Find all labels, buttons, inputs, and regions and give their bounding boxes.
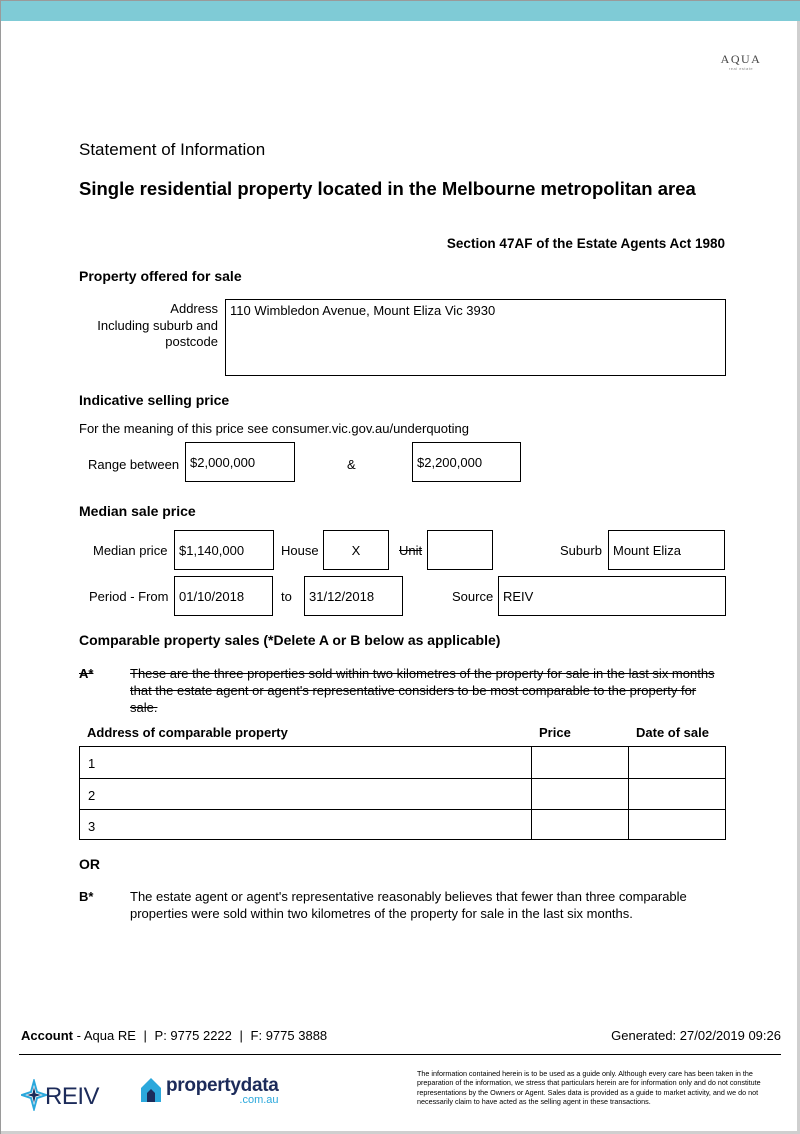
account-label: Account [21,1028,73,1043]
top-color-band [1,1,800,21]
reiv-logo [21,1069,99,1111]
propertydata-logo [138,1075,279,1105]
option-b-text: The estate agent or agent's representative reasonably believes that fewer than three comparable properties were sold within two kilometres of the property for sale in the last six months. [130,889,687,921]
house-label: House [281,543,319,558]
col-header-price: Price [539,725,571,740]
suburb-field[interactable] [608,530,725,570]
unit-label: Unit [399,543,423,558]
aqua-logo-sub: real estate [728,66,754,71]
address-label-line3: postcode [165,334,218,349]
propertydata-house-icon [138,1075,164,1105]
generated-timestamp: Generated: 27/02/2019 09:26 [611,1028,781,1043]
house-checkbox[interactable] [323,530,389,570]
footer-divider [19,1054,781,1055]
row-number: 1 [88,756,96,771]
underquoting-note: For the meaning of this price see consumer.vic.gov.au/underquoting [79,421,469,436]
col-header-date: Date of sale [636,725,709,740]
address-field[interactable] [225,299,726,376]
range-low-value: $2,000,000 [190,454,256,470]
option-a-marker: A* [79,666,94,681]
reiv-star-icon [21,1079,47,1111]
row-number: 2 [88,788,96,803]
period-from-value: 01/10/2018 [179,588,245,604]
suburb-label: Suburb [560,543,602,558]
source-value: REIV [503,588,534,604]
fax-number: F: 9775 3888 [250,1028,328,1043]
suburb-value: Mount Eliza [613,542,681,558]
source-label: Source [452,589,494,604]
address-value: 110 Wimbledon Avenue, Mount Eliza Vic 3930 [230,303,496,318]
footer-separator: | [239,1028,243,1043]
range-label: Range between [88,457,180,472]
median-price-label: Median price [93,543,168,558]
document-title: Single residential property located in the Melbourne metropolitan area [79,178,696,199]
median-heading: Median sale price [79,503,196,519]
range-high-field[interactable] [412,442,521,482]
period-to-value: 31/12/2018 [309,588,375,604]
comparable-table [79,746,726,840]
address-label-line1: Address [170,301,218,316]
house-value: X [351,542,361,558]
comparable-heading: Comparable property sales (*Delete A or B below as applicable) [79,632,501,648]
act-section: Section 47AF of the Estate Agents Act 1980 [446,236,725,251]
period-to-field[interactable] [304,576,403,616]
propertydata-logo-text: propertydata [166,1074,279,1096]
range-ampersand: & [347,457,356,472]
period-from-label: Period - From [89,589,169,604]
option-a-text: These are the three properties sold within two kilometres of the property for sale in the last six months that the estate agent or agent's representative considers to be most comparable to the property for sale. [130,666,715,715]
period-from-field[interactable] [174,576,273,616]
disclaimer-text: The information contained herein is to be used as a guide only. Although every care has been taken in the preparation of the information, we stress that particulars herein are for information only and do not constitute representations by the Owners or Agent. Sales data is provided as a guide to market activity, and we do not necessarily claim to have acted as the selling agent in these transactions. [417,1069,761,1107]
col-header-address: Address of comparable property [87,725,288,740]
period-to-label: to [281,589,292,604]
column-divider-date [628,747,629,839]
range-low-field[interactable] [185,442,295,482]
median-price-field[interactable] [174,530,274,570]
row-number: 3 [88,819,96,834]
phone-number: P: 9775 2222 [154,1028,232,1043]
aqua-logo-word: AQUA [720,52,762,66]
or-label: OR [79,856,100,872]
median-price-value: $1,140,000 [179,542,245,558]
account-info [21,1028,327,1043]
option-b-marker: B* [79,889,94,904]
statement-heading: Statement of Information [79,140,266,159]
column-divider-price [531,747,532,839]
range-high-value: $2,200,000 [417,454,483,470]
unit-checkbox[interactable] [427,530,493,570]
indicative-heading: Indicative selling price [79,392,230,408]
reiv-logo-text: REIV [45,1083,100,1110]
footer-separator: | [143,1028,147,1043]
propertydata-logo-sub: .com.au [239,1093,279,1106]
aqua-logo [713,52,769,71]
source-field[interactable] [498,576,726,616]
account-value: - Aqua RE [76,1028,136,1043]
property-heading: Property offered for sale [79,268,242,284]
address-label-line2: Including suburb and [97,318,218,333]
